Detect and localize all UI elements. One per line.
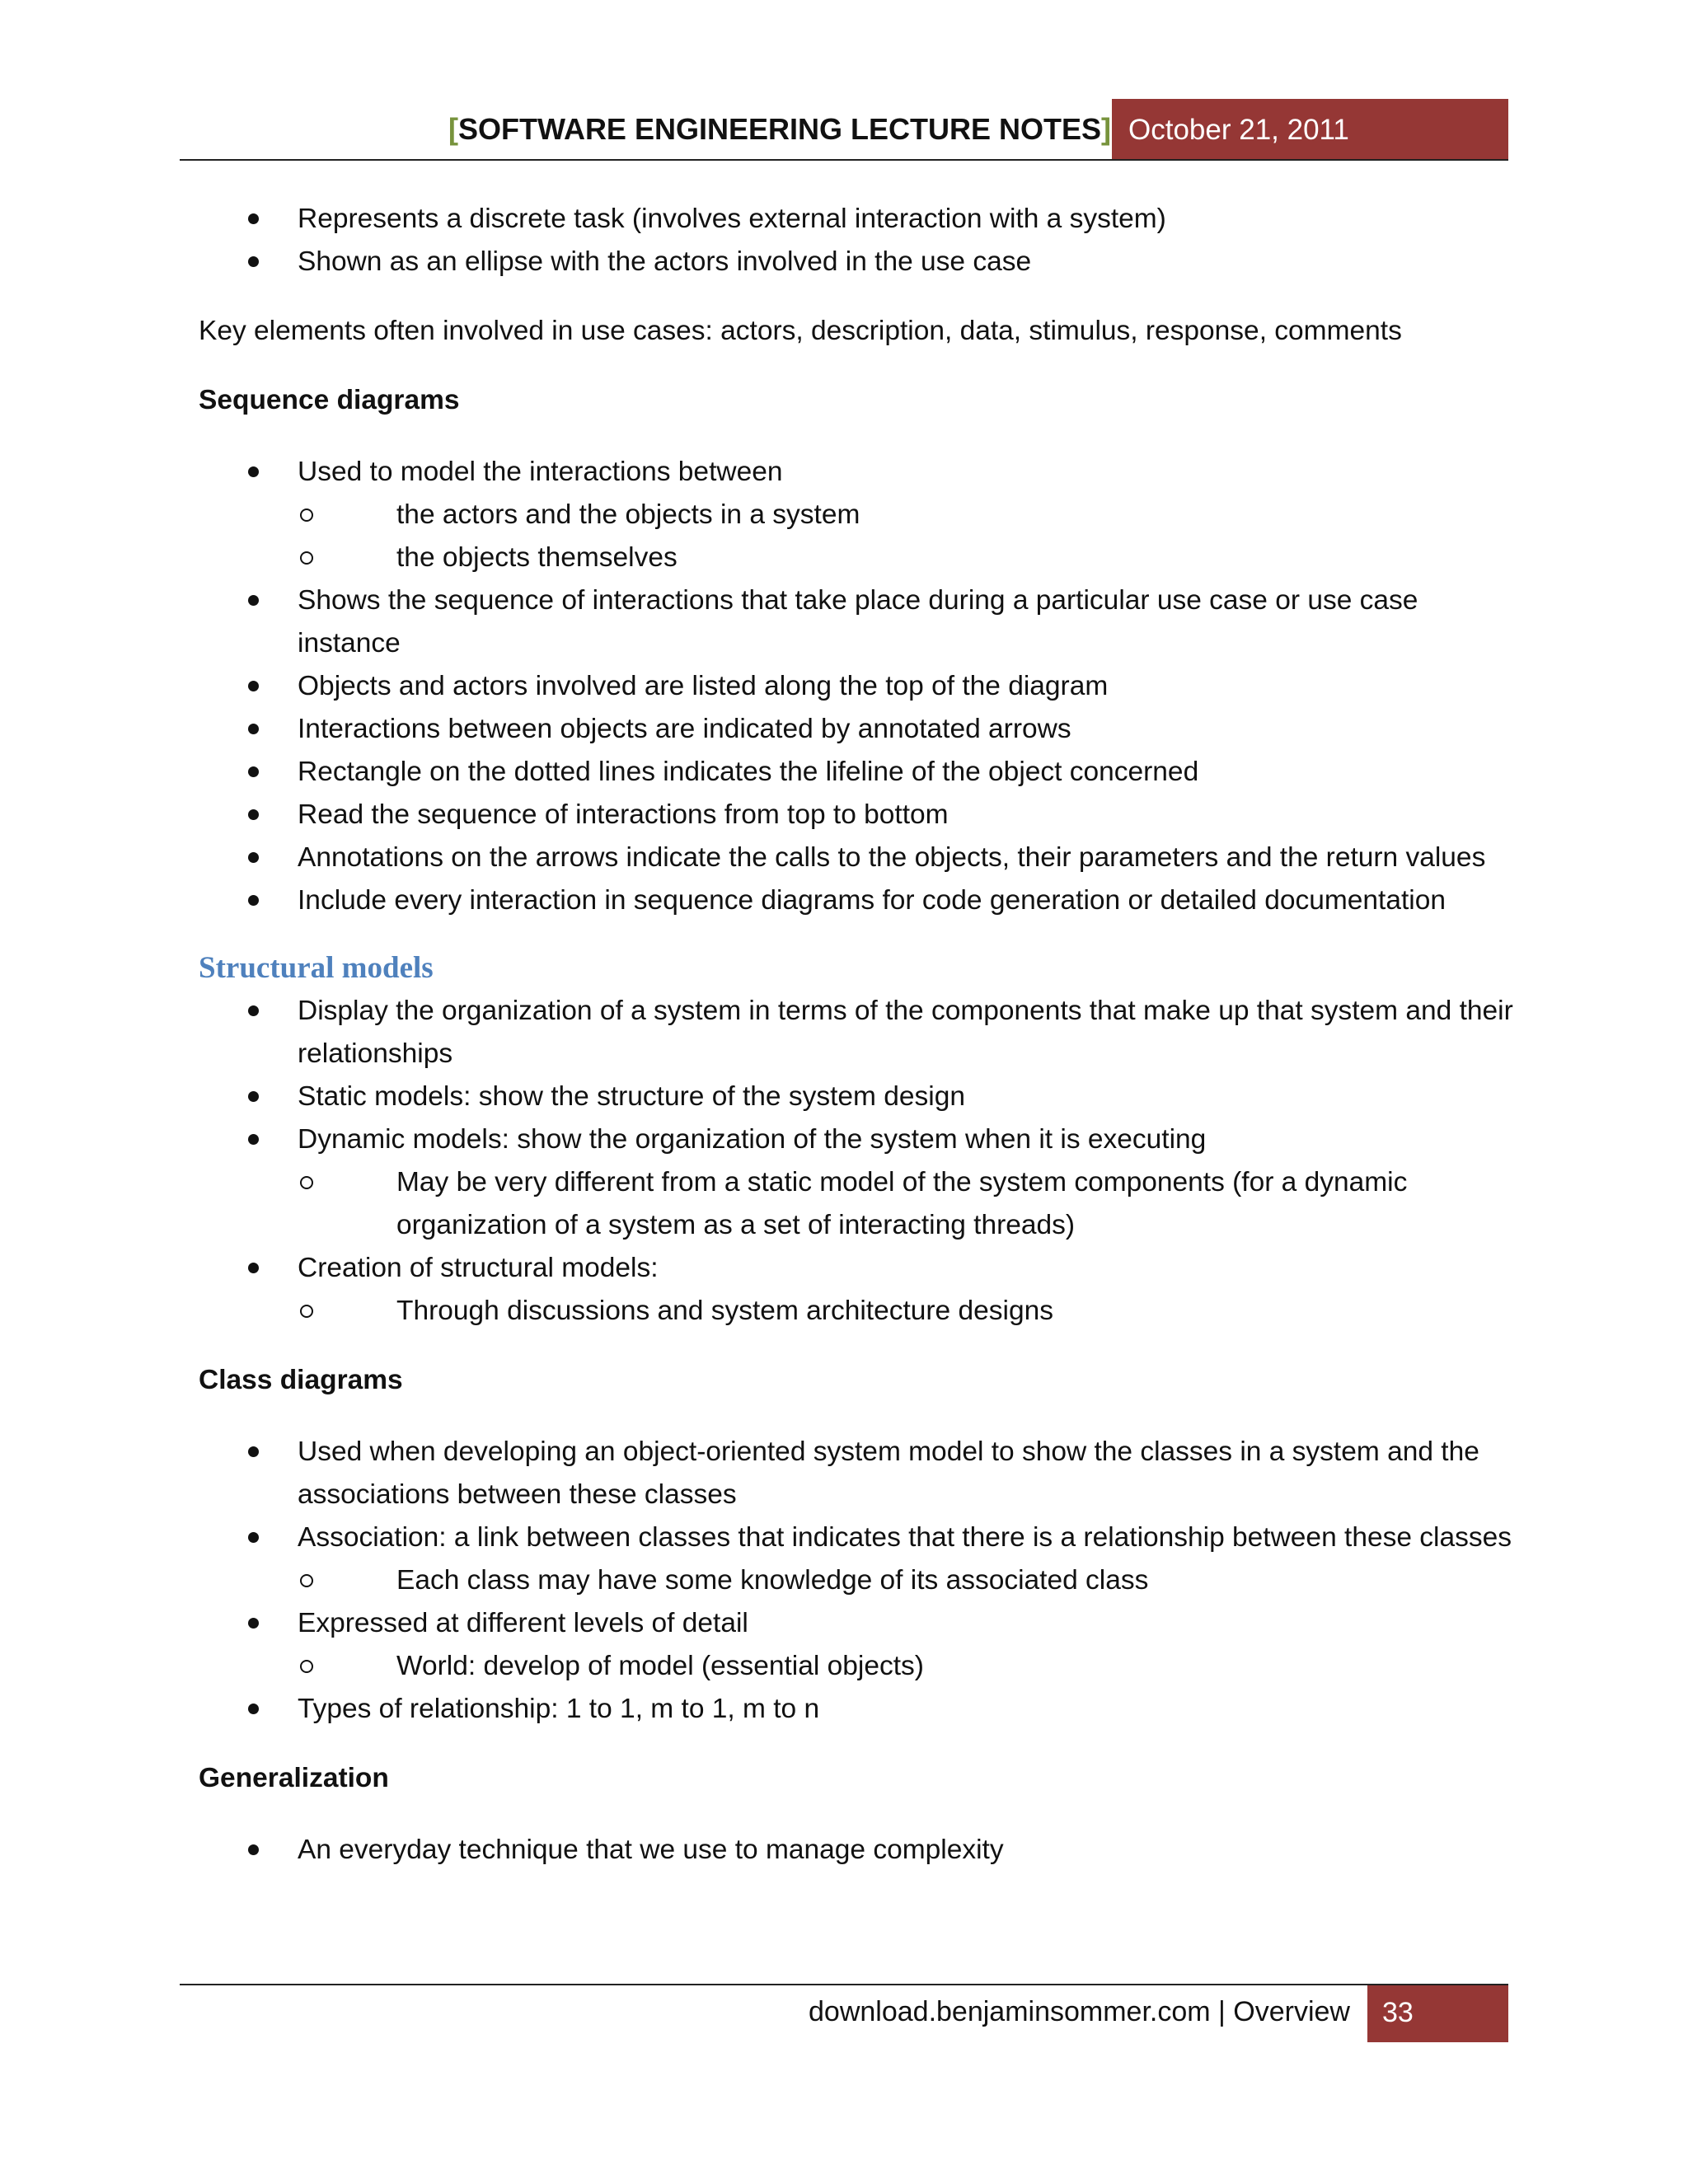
list-item: Display the organization of a system in terms of the components that make up that system and their relationships xyxy=(199,990,1517,1076)
header-divider xyxy=(180,159,1508,161)
list-item xyxy=(199,1602,1517,1688)
list-item xyxy=(199,1516,1517,1602)
page-header xyxy=(180,99,1508,160)
page-number: 33 xyxy=(1367,1985,1508,2042)
list-item xyxy=(199,451,1517,579)
list-item: Annotations on the arrows indicate the calls to the objects, their parameters and the return values xyxy=(199,837,1517,879)
sublist-item: World: develop of model (essential objects) xyxy=(298,1645,1517,1688)
list-item: Shows the sequence of interactions that take place during a particular use case or use case instance xyxy=(199,579,1517,665)
header-bracket-close: ] xyxy=(1101,112,1111,146)
list-item: Shown as an ellipse with the actors involved in the use case xyxy=(199,241,1517,284)
structural-models-heading: Structural models xyxy=(199,951,434,985)
list-item: Used when developing an object-oriented system model to show the classes in a system and the associations between these classes xyxy=(199,1431,1517,1516)
list-item: Objects and actors involved are listed along the top of the diagram xyxy=(199,665,1517,708)
sublist xyxy=(298,1645,1517,1688)
list-item xyxy=(199,1118,1517,1247)
list-item: Static models: show the structure of the system design xyxy=(199,1076,1517,1118)
sublist xyxy=(298,1290,1517,1333)
sublist-item: Each class may have some knowledge of its associated class xyxy=(298,1559,1517,1602)
class-diagrams-heading: Class diagrams xyxy=(199,1365,403,1395)
sublist xyxy=(298,1161,1517,1247)
list-item: Represents a discrete task (involves external interaction with a system) xyxy=(199,198,1517,241)
list-item-text: Dynamic models: show the organization of the system when it is executing xyxy=(298,1124,1207,1155)
sublist-item: the actors and the objects in a system xyxy=(298,494,1517,537)
use-case-list xyxy=(199,198,1517,284)
sublist xyxy=(298,494,1517,579)
list-item: Rectangle on the dotted lines indicates the lifeline of the object concerned xyxy=(199,751,1517,794)
sequence-list xyxy=(199,451,1517,922)
list-item xyxy=(199,1247,1517,1333)
header-date: October 21, 2011 xyxy=(1112,99,1508,160)
sublist-item: May be very different from a static model of the system components (for a dynamic organization of a system as a set of interacting threads) xyxy=(298,1161,1517,1247)
sublist-item: the objects themselves xyxy=(298,537,1517,579)
list-item: Read the sequence of interactions from top to bottom xyxy=(199,794,1517,837)
header-title xyxy=(448,110,1111,148)
list-item: Interactions between objects are indicated by annotated arrows xyxy=(199,708,1517,751)
list-item: An everyday technique that we use to manage complexity xyxy=(199,1829,1517,1872)
list-item: Types of relationship: 1 to 1, m to 1, m to n xyxy=(199,1688,1517,1731)
generalization-list xyxy=(199,1829,1517,1872)
page-content xyxy=(199,198,1517,1872)
header-bracket-open: [ xyxy=(448,112,458,146)
footer-divider xyxy=(180,1984,1508,1985)
header-title-text: SOFTWARE ENGINEERING LECTURE NOTES xyxy=(457,112,1101,146)
structural-list xyxy=(199,990,1517,1333)
list-item-text: Used to model the interactions between xyxy=(298,457,783,487)
list-item-text: Expressed at different levels of detail xyxy=(298,1608,748,1638)
sublist-item: Through discussions and system architecture designs xyxy=(298,1290,1517,1333)
list-item-text: Association: a link between classes that indicates that there is a relationship between these classes xyxy=(298,1522,1512,1553)
list-item-text: Creation of structural models: xyxy=(298,1253,659,1283)
list-item: Include every interaction in sequence diagrams for code generation or detailed documentation xyxy=(199,879,1517,922)
sublist xyxy=(298,1559,1517,1602)
sequence-diagrams-heading: Sequence diagrams xyxy=(199,385,460,415)
generalization-heading: Generalization xyxy=(199,1763,389,1793)
footer-text: download.benjaminsommer.com | Overview xyxy=(809,1996,1350,2027)
key-elements-paragraph: Key elements often involved in use cases: actors, description, data, stimulus, response, comments xyxy=(199,316,1402,346)
class-diagrams-list xyxy=(199,1431,1517,1731)
